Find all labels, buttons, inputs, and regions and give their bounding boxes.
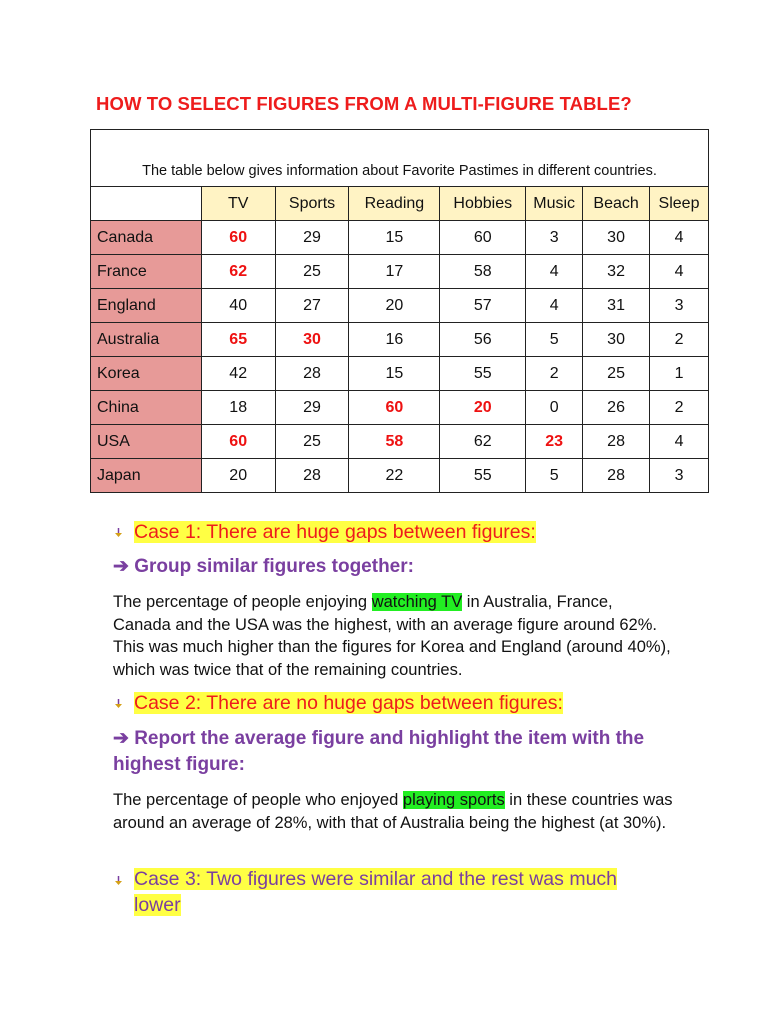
value-cell: 60: [349, 391, 440, 425]
value-cell: 30: [275, 323, 349, 357]
country-cell: Japan: [91, 459, 202, 493]
value-cell: 4: [650, 425, 709, 459]
value-cell: 18: [201, 391, 275, 425]
value-cell: 60: [201, 221, 275, 255]
arrow-down-icon: [113, 875, 124, 889]
case-2-strategy: ➔ Report the average figure and highlight the item with the highest figure:: [113, 728, 645, 775]
value-cell: 60: [201, 425, 275, 459]
table-row: [91, 289, 709, 323]
case-1-paragraph: The percentage of people enjoying watching TV in Australia, France, Canada and the USA was the highest, with an average figure around 62%. This was much higher than the figures for Korea and England (around 40%), which was twice that of the remaining countries.: [113, 593, 671, 679]
value-cell: 28: [583, 425, 650, 459]
value-cell: 25: [275, 255, 349, 289]
value-cell: 30: [583, 221, 650, 255]
value-cell: 27: [275, 289, 349, 323]
value-cell: 29: [275, 221, 349, 255]
value-cell: 5: [526, 459, 583, 493]
value-cell: 40: [201, 289, 275, 323]
value-cell: 56: [440, 323, 526, 357]
table-row: [91, 425, 709, 459]
value-cell: 3: [650, 459, 709, 493]
value-cell: 20: [201, 459, 275, 493]
column-header: TV: [201, 187, 275, 221]
column-header: Beach: [583, 187, 650, 221]
value-cell: 32: [583, 255, 650, 289]
value-cell: 62: [440, 425, 526, 459]
value-cell: 58: [440, 255, 526, 289]
value-cell: 4: [526, 255, 583, 289]
table-row: [91, 221, 709, 255]
page-title: HOW TO SELECT FIGURES FROM A MULTI-FIGURE TABLE?: [96, 93, 632, 114]
value-cell: 2: [650, 323, 709, 357]
value-cell: 4: [650, 221, 709, 255]
value-cell: 16: [349, 323, 440, 357]
country-cell: Australia: [91, 323, 202, 357]
table-row: [91, 459, 709, 493]
arrow-down-icon: [113, 698, 124, 712]
value-cell: 55: [440, 459, 526, 493]
country-cell: China: [91, 391, 202, 425]
value-cell: 22: [349, 459, 440, 493]
value-cell: 25: [583, 357, 650, 391]
value-cell: 5: [526, 323, 583, 357]
pastimes-table: [90, 129, 709, 493]
value-cell: 62: [201, 255, 275, 289]
case-3-heading: Case 3: Two figures were similar and the rest was much lower: [134, 868, 618, 916]
value-cell: 4: [650, 255, 709, 289]
country-cell: Korea: [91, 357, 202, 391]
value-cell: 20: [440, 391, 526, 425]
column-header: Reading: [349, 187, 440, 221]
value-cell: 57: [440, 289, 526, 323]
value-cell: 17: [349, 255, 440, 289]
table-row: [91, 323, 709, 357]
value-cell: 4: [526, 289, 583, 323]
value-cell: 15: [349, 221, 440, 255]
value-cell: 65: [201, 323, 275, 357]
case-2-paragraph: The percentage of people who enjoyed playing sports in these countries was around an average of 28%, with that of Australia being the highest (at 30%).: [113, 791, 673, 832]
value-cell: 60: [440, 221, 526, 255]
country-cell: Canada: [91, 221, 202, 255]
value-cell: 1: [650, 357, 709, 391]
value-cell: 58: [349, 425, 440, 459]
corner-cell: [91, 187, 202, 221]
value-cell: 2: [526, 357, 583, 391]
value-cell: 25: [275, 425, 349, 459]
value-cell: 42: [201, 357, 275, 391]
table-row: [91, 255, 709, 289]
value-cell: 0: [526, 391, 583, 425]
table-row: [91, 357, 709, 391]
value-cell: 28: [275, 459, 349, 493]
value-cell: 26: [583, 391, 650, 425]
table-caption: The table below gives information about Favorite Pastimes in different countries.: [91, 130, 709, 187]
table-header-row: [91, 187, 709, 221]
case-1-strategy: ➔ Group similar figures together:: [113, 556, 414, 577]
table-row: [91, 391, 709, 425]
column-header: Hobbies: [440, 187, 526, 221]
value-cell: 55: [440, 357, 526, 391]
value-cell: 20: [349, 289, 440, 323]
case-2-heading: Case 2: There are no huge gaps between figures:: [134, 692, 563, 714]
value-cell: 29: [275, 391, 349, 425]
value-cell: 2: [650, 391, 709, 425]
value-cell: 15: [349, 357, 440, 391]
case-1-heading: Case 1: There are huge gaps between figures:: [134, 521, 536, 543]
country-cell: USA: [91, 425, 202, 459]
value-cell: 3: [526, 221, 583, 255]
value-cell: 3: [650, 289, 709, 323]
value-cell: 23: [526, 425, 583, 459]
value-cell: 30: [583, 323, 650, 357]
column-header: Sports: [275, 187, 349, 221]
column-header: Sleep: [650, 187, 709, 221]
value-cell: 28: [275, 357, 349, 391]
value-cell: 31: [583, 289, 650, 323]
column-header: Music: [526, 187, 583, 221]
country-cell: England: [91, 289, 202, 323]
value-cell: 28: [583, 459, 650, 493]
arrow-down-icon: [113, 527, 124, 541]
country-cell: France: [91, 255, 202, 289]
